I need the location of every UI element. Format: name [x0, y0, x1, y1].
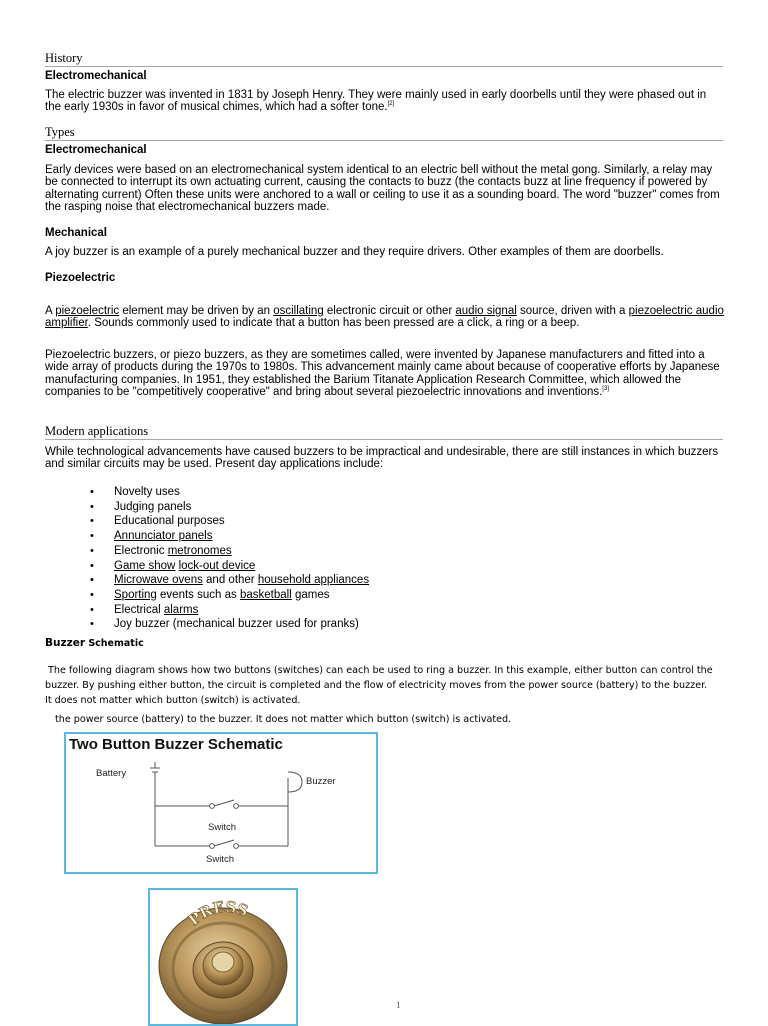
schematic-diagram [66, 734, 376, 872]
section-heading-history: History [45, 51, 723, 67]
subheading-piezoelectric: Piezoelectric [45, 272, 116, 284]
subheading-electromechanical-history: Electromechanical [45, 70, 147, 82]
battery-label: Battery [96, 768, 127, 779]
mechanical-paragraph: A joy buzzer is an example of a purely mechanical buzzer and they require drivers. Other examples of them are doorbells. [45, 246, 664, 258]
list-item: • Joy buzzer (mechanical buzzer used for pranks) [90, 617, 369, 632]
circuit-wires [150, 762, 302, 846]
applications-list [90, 485, 369, 632]
history-paragraph: The electric buzzer was invented in 1831 by Joseph Henry. They were mainly used in early doorbells until they were phased out in the early 1930s in favor of musical chimes, which had a softer tone.[2] [45, 89, 707, 114]
list-item [90, 559, 369, 574]
electromechanical-paragraph: Early devices were based on an electromechanical system identical to an electric bell without the metal gong. Similarly, a relay may be connected to interrupt its own actuating current, causing the contacts to buzz (the contacts buzz at line frequency if powered by alternating current) Often these units were anchored to a wall or ceiling to use it as a sounding board. The word "buzzer" comes from the rasping noise that electromechanical buzzers made. [45, 164, 720, 213]
link-game-show[interactable]: Game show [114, 559, 176, 572]
link-piezoelectric-audio-amplifier[interactable]: piezoelectric audio amplifier [45, 305, 724, 330]
list-item: • Sporting events such as basketball games [90, 588, 369, 603]
link-piezoelectric[interactable]: piezoelectric [55, 305, 120, 317]
list-item: • Electrical alarms [90, 603, 369, 618]
schematic-paragraph-repeat: the power source (battery) to the buzzer. It does not matter which button (switch) is activated. [55, 714, 512, 725]
link-audio-signal[interactable]: audio signal [455, 305, 517, 317]
two-button-schematic-figure [64, 732, 378, 874]
subheading-mechanical: Mechanical [45, 227, 107, 239]
page-number: 1 [396, 1000, 401, 1010]
schematic-figure-title: Two Button Buzzer Schematic [69, 736, 283, 753]
piezoelectric-paragraph-1: A piezoelectric element may be driven by an oscillating electronic circuit or other audio signal source, driven with a piezoelectric audio amplifier. Sounds commonly used to indicate that a button has been pressed are a click, a ring or a beep. [45, 305, 724, 330]
citation-2[interactable]: [2] [387, 101, 395, 108]
link-household-appliances[interactable]: household appliances [257, 574, 370, 587]
buzzer-label: Buzzer [306, 776, 336, 787]
press-button-figure [148, 888, 298, 1026]
list-item: • Microwave ovens and other household appliances [90, 573, 369, 588]
link-oscillating[interactable]: oscillating [273, 305, 324, 317]
list-item: • Judging panels [90, 500, 369, 515]
citation-3[interactable]: [3] [602, 386, 609, 393]
link-lock-out-device[interactable]: lock-out device [178, 559, 256, 572]
switch-label-2: Switch [206, 854, 234, 865]
subheading-electromechanical-types: Electromechanical [45, 144, 147, 156]
press-button-label: PRESS [184, 897, 251, 930]
link-microwave-ovens[interactable]: Microwave ovens [114, 574, 203, 587]
piezoelectric-paragraph-2: Piezoelectric buzzers, or piezo buzzers, as they are sometimes called, were invented by Japanese manufacturers and fitted into a wide array of products during the 1970s to 1980s. This advancement mainly came about because of cooperative efforts by Japanese manufacturing companies. In 1951, they established the Barium Titanate Application Research Committee, which allowed the companies to be "competitively cooperative" and bring about several piezoelectric innovations and inventions.[3] [45, 349, 720, 398]
link-metronomes[interactable]: metronomes [167, 544, 232, 557]
press-button-image [150, 890, 296, 1024]
list-item: • Educational purposes [90, 514, 369, 529]
link-sporting[interactable]: Sporting [114, 588, 157, 601]
link-annunciator-panels[interactable]: Annunciator panels [114, 530, 213, 543]
modern-applications-paragraph: While technological advancements have caused buzzers to be impractical and undesirable, there are still instances in which buzzers and similar circuits may be used. Present day applications include: [45, 446, 719, 471]
switch-label-1: Switch [208, 822, 236, 833]
schematic-paragraph: The following diagram shows how two buttons (switches) can each be used to ring a buzzer. In this example, either button can control the buzzer. By pushing either button, the circuit is completed and the flow of electricity moves from the power source (battery) to the buzzer. It does not matter which button (switch) is activated. [45, 665, 713, 706]
link-basketball[interactable]: basketball [239, 588, 292, 601]
section-heading-modern-applications: Modern applications [45, 424, 723, 440]
list-item: • Electronic metronomes [90, 544, 369, 559]
list-item [90, 529, 369, 544]
list-item: • Novelty uses [90, 485, 369, 500]
schematic-heading: Buzzer Schematic [45, 637, 144, 649]
link-alarms[interactable]: alarms [163, 603, 199, 616]
section-heading-types: Types [45, 125, 723, 141]
